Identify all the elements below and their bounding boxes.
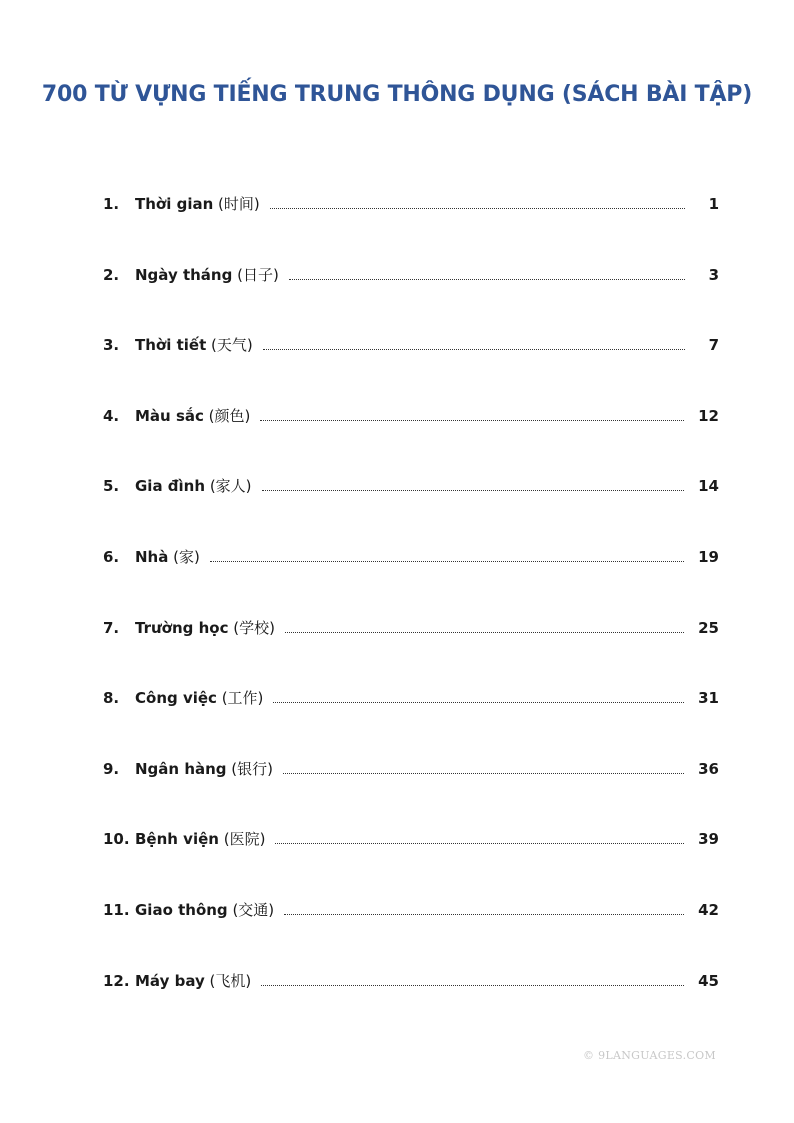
toc-number: 5. bbox=[103, 477, 120, 496]
toc-title-vietnamese: Máy bay bbox=[135, 971, 205, 990]
toc-title-chinese: (家人) bbox=[205, 477, 252, 496]
toc-number: 3. bbox=[103, 336, 120, 355]
toc-title-vietnamese: Ngày tháng bbox=[135, 265, 233, 284]
toc-title-vietnamese: Thời gian bbox=[135, 195, 214, 213]
dot-leader bbox=[284, 900, 684, 915]
copyright-watermark: © 9LANGUAGES.COM bbox=[583, 1049, 716, 1062]
toc-number: 1. bbox=[103, 195, 120, 213]
toc-page-number: 45 bbox=[698, 971, 719, 990]
toc-title-chinese: (银行) bbox=[226, 759, 274, 778]
toc-title-vietnamese: Trường học bbox=[135, 618, 229, 637]
toc-entry-3[interactable] bbox=[103, 335, 719, 406]
dot-leader bbox=[210, 547, 684, 562]
dot-leader bbox=[273, 688, 684, 703]
toc-title-chinese: (学校) bbox=[228, 618, 275, 637]
toc-page-number: 3 bbox=[708, 265, 719, 284]
toc-title bbox=[135, 900, 274, 920]
toc-title-chinese: (交通) bbox=[227, 900, 275, 919]
toc-title bbox=[135, 476, 252, 496]
toc-title bbox=[135, 265, 279, 285]
dot-leader bbox=[260, 406, 684, 421]
toc-page-number: 36 bbox=[698, 759, 719, 778]
toc-title-vietnamese: Màu sắc bbox=[135, 406, 204, 425]
toc-title-vietnamese: Bệnh viện bbox=[135, 830, 219, 849]
dot-leader bbox=[270, 194, 685, 209]
toc-title bbox=[135, 618, 275, 638]
toc-number: 2. bbox=[103, 265, 120, 284]
page-title: 700 TỪ VỰNG TIẾNG TRUNG THÔNG DỤNG (SÁCH BÀI TẬP) bbox=[41, 82, 753, 107]
toc-number: 8. bbox=[103, 689, 120, 708]
toc-entry-1[interactable] bbox=[103, 194, 719, 265]
toc-number: 10. bbox=[103, 830, 130, 849]
toc-page-number: 25 bbox=[698, 618, 719, 637]
toc-entry-12[interactable] bbox=[103, 971, 719, 1042]
toc-entry-2[interactable] bbox=[103, 265, 719, 336]
toc-title bbox=[135, 194, 260, 214]
toc-number: 4. bbox=[103, 406, 120, 425]
toc-number: 6. bbox=[103, 547, 120, 566]
toc-entry-7[interactable] bbox=[103, 618, 719, 689]
toc-title-chinese: (家) bbox=[168, 547, 200, 566]
toc-title-chinese: (天气) bbox=[206, 336, 253, 355]
toc-page-number: 12 bbox=[698, 406, 719, 425]
toc-page-number: 39 bbox=[698, 830, 719, 849]
toc-page-number: 19 bbox=[698, 547, 719, 566]
toc-title bbox=[135, 759, 273, 779]
toc-title-chinese: (飞机) bbox=[204, 971, 252, 990]
toc-number: 11. bbox=[103, 900, 130, 919]
toc-title-vietnamese: Công việc bbox=[135, 689, 217, 708]
toc-number: 9. bbox=[103, 759, 120, 778]
toc-title bbox=[135, 971, 251, 991]
toc-entry-4[interactable] bbox=[103, 406, 719, 477]
toc-title bbox=[135, 688, 263, 708]
toc-page-number: 42 bbox=[698, 900, 719, 919]
toc-page-number: 14 bbox=[698, 477, 719, 496]
toc-entry-9[interactable] bbox=[103, 759, 719, 830]
toc-title bbox=[135, 335, 253, 355]
toc-title-chinese: (日子) bbox=[232, 265, 279, 284]
toc-title bbox=[135, 829, 265, 849]
dot-leader bbox=[262, 476, 685, 491]
toc-number: 7. bbox=[103, 618, 120, 637]
toc-title bbox=[135, 547, 200, 567]
dot-leader bbox=[289, 265, 685, 280]
toc-title-chinese: (颜色) bbox=[203, 406, 251, 425]
dot-leader bbox=[283, 759, 684, 774]
table-of-contents bbox=[103, 194, 719, 1041]
toc-entry-6[interactable] bbox=[103, 547, 719, 618]
toc-title-vietnamese: Giao thông bbox=[135, 900, 228, 919]
dot-leader bbox=[261, 971, 684, 986]
toc-title-vietnamese: Ngân hàng bbox=[135, 759, 227, 778]
toc-title-chinese: (时间) bbox=[213, 195, 260, 213]
toc-title-vietnamese: Thời tiết bbox=[135, 336, 207, 355]
toc-title-vietnamese: Gia đình bbox=[135, 477, 206, 496]
dot-leader bbox=[285, 618, 684, 633]
toc-entry-5[interactable] bbox=[103, 476, 719, 547]
toc-number: 12. bbox=[103, 971, 130, 990]
dot-leader bbox=[275, 829, 684, 844]
toc-page-number: 31 bbox=[698, 689, 719, 708]
toc-entry-8[interactable] bbox=[103, 688, 719, 759]
toc-title bbox=[135, 406, 250, 426]
dot-leader bbox=[263, 335, 685, 350]
toc-title-vietnamese: Nhà bbox=[135, 547, 169, 566]
toc-page-number: 7 bbox=[708, 336, 719, 355]
toc-title-chinese: (工作) bbox=[216, 689, 264, 708]
toc-page-number: 1 bbox=[708, 195, 719, 213]
toc-entry-10[interactable] bbox=[103, 829, 719, 900]
toc-title-chinese: (医院) bbox=[218, 830, 266, 849]
toc-entry-11[interactable] bbox=[103, 900, 719, 971]
